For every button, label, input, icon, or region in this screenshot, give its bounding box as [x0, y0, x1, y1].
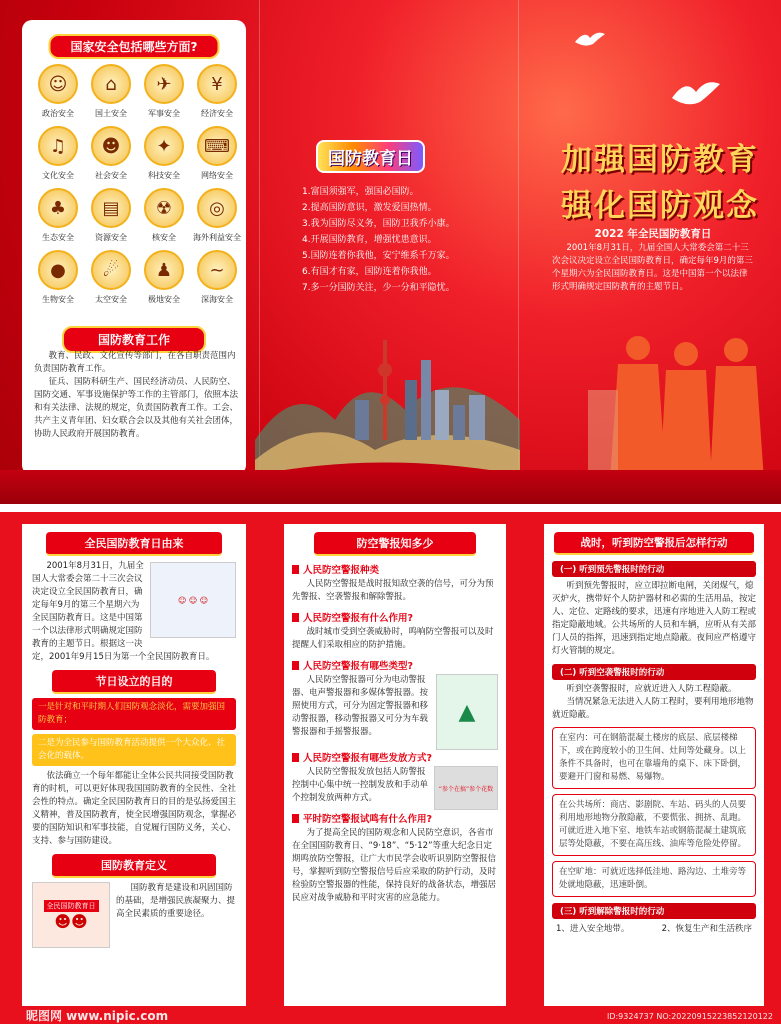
security-item [138, 64, 190, 119]
security-item-label: 国土安全 [95, 109, 127, 118]
astronaut-icon: ☄ [91, 250, 131, 290]
actions-title: 战时，听到防空警报后怎样行动 [554, 532, 754, 555]
security-item [85, 64, 137, 119]
security-item-label: 网络安全 [201, 171, 233, 180]
security-item-label: 政治安全 [42, 109, 74, 118]
security-item [191, 250, 243, 305]
photo-caption: “参个在搞”参个花数 [438, 785, 494, 793]
indoor-box: 在室内：可在钢筋混凝土楼房的底层、底层楼梯下，或在跨度较小的卫生间、灶间等处藏身。以上条件不具备时，也可在靠墙角的桌下、床下卧倒，要避开门窗和易燃、易爆物。 [552, 727, 756, 789]
definition-pic-label: 全民国防教育日 [44, 900, 99, 912]
purpose-highlight-2: 二是为全民参与国防教育活动提供一个大众化、社会化的载体。 [32, 734, 236, 766]
watermark-left: 昵图网 www.nipic.com [26, 1009, 169, 1023]
security-item [138, 126, 190, 181]
stage-2-text-b: 当情况紧急无法进入人防工程时，要利用地形地物就近隐蔽。 [552, 697, 754, 720]
security-item-label: 生态安全 [42, 233, 74, 242]
security-item-label: 极地安全 [148, 295, 180, 304]
top-sheet [0, 0, 781, 504]
headline-1: 加强国防教育 [561, 142, 759, 178]
watermark-right: ID:9324737 NO:20220915223852120122 [606, 1012, 773, 1021]
stage-2-text: 听到空袭警报时，应就近进入人防工程隐蔽。 [566, 684, 737, 694]
security-item [191, 64, 243, 119]
work-paragraph: 教育、民政、文化宣传等部门，在各自职责范围内负责国防教育工作。 [34, 351, 236, 374]
money-bag-icon: ¥ [197, 64, 237, 104]
sheet-gap [0, 504, 781, 512]
slogan-item: 5.国防连着你我他，安宁维系千万家。 [302, 251, 455, 261]
answer-2: 战时城市受到空袭威胁时，鸣响防空警报可以及时提醒人们采取相应的防护措施。 [292, 627, 494, 650]
security-item-label: 资源安全 [95, 233, 127, 242]
slogan-item: 2.提高国防意识，激发爱国热情。 [302, 203, 437, 213]
slogan-item: 3.我为国防尽义务，国防卫我乔小康。 [302, 219, 455, 229]
dove-icon [575, 30, 605, 50]
question-3: 人民防空警报有哪些类型? [292, 658, 498, 672]
security-card [22, 20, 246, 475]
community-icon: ☻ [91, 126, 131, 166]
headline-2: 强化国防观念 [561, 188, 759, 224]
security-item [191, 126, 243, 181]
dolphin-icon: ~ [197, 250, 237, 290]
penguin-icon: ♟ [144, 250, 184, 290]
soldier-silhouette-illustration [588, 330, 778, 480]
stage-1-text: 听到预先警报时，应立即拉断电闸，关闭煤气，熄灭炉火，携带好个人防护器材和必需的生活用品，按定人、定位、定路线的要求，迅速有序地进入人防工程或指定隐蔽地域。公共场所的人员和车辆，应听从有关部门人员的指挥，迅速到指定地点隐蔽。夜间应严格遵守灯火管制的规定。 [552, 581, 757, 656]
security-item [32, 64, 84, 119]
security-item [85, 188, 137, 243]
purpose-title: 节日设立的目的 [52, 670, 216, 694]
open-ground-box: 在空旷地：可就近选择低洼地、路沟边、土堆旁等处就地隐蔽，迅速卧倒。 [552, 861, 756, 897]
security-item [32, 126, 84, 181]
slogan-list [302, 184, 512, 296]
dove-icon [672, 78, 720, 110]
purpose-text: 依法确立一个每年都能让全体公民共同接受国防教育的时机，可以更好体现我国国防教育的全民性、全社会性的特点。确定全民国防教育日的目的是弘扬爱国主义精神，普及国防教育，使全民增强国防观念，掌握必要的国防知识和军事技能，自觉履行国防义务，关心、支持、参与国防建设。 [32, 771, 237, 846]
nuclear-shield-icon: ☢ [144, 188, 184, 228]
security-title: 国家安全包括哪些方面? [49, 34, 220, 59]
year-line: 2022 年全民国防教育日 [594, 228, 712, 240]
gold-coins-icon: ◎ [197, 188, 237, 228]
release-step-2: 2、恢复生产和生活秩序 [661, 924, 752, 934]
question-1: 人民防空警报种类 [292, 562, 498, 576]
intro-text: 2001年8月31日，九届全国人大常委会第二十三次会议决定设立全民国防教育日，确定每年9月的第三个星期六为全民国防教育日。这是中国第一个以法律形式明确规定国防教育的主题节日。 [552, 243, 753, 292]
purpose-highlight-1: 一是针对和平时期人们国防观念淡化，需要加强国防教育； [32, 698, 236, 730]
column-origin [22, 524, 246, 1006]
siren-control-photo [434, 766, 498, 810]
air-raid-title: 防空警报知多少 [314, 532, 476, 556]
security-item-label: 太空安全 [95, 295, 127, 304]
slogan-item: 4.开展国防教育，增强忧患意识。 [302, 235, 437, 245]
stage-1-title: (一) 听到预先警报时的行动 [552, 561, 756, 577]
security-item [32, 250, 84, 305]
security-item-label: 经济安全 [201, 109, 233, 118]
security-item [191, 188, 243, 243]
computer-icon: ⌨ [197, 126, 237, 166]
column-actions [544, 524, 764, 1006]
work-title: 国防教育工作 [62, 326, 206, 353]
security-item [85, 250, 137, 305]
meeting-illustration: ☺ ☺ ☺ [150, 562, 236, 638]
answer-4: 人民防空警报发放包括人防警报控制中心集中统一控制发放和手动单个控制发放两种方式。 [292, 767, 429, 803]
answer-3: 人民防空警报器可分为电动警报器、电声警报器和多媒体警报器。按照使用方式，可分为固定警报器和移动警报器，移动警报器又可分为车载警报器和手摇警报器。 [292, 675, 429, 737]
security-item [138, 188, 190, 243]
day-tag [316, 140, 425, 173]
security-grid [32, 64, 242, 305]
security-item-label: 核安全 [152, 233, 176, 242]
security-item-label: 深海安全 [201, 295, 233, 304]
security-item-label: 文化安全 [42, 171, 74, 180]
work-paragraph: 征兵、国防科研生产、国民经济动员、人民防空、国防交通、军事设施保护等工作的主管部门，依照本法和有关法律、法规的规定，负责国防教育工作。工会、共产主义青年团、妇女联合会以及其他有关社会团体，协助人民政府开展国防教育。 [34, 377, 239, 439]
public-place-box: 在公共场所：商店、影剧院、车站、码头的人员要利用地形地物分散隐蔽，不要慌张、拥挤、乱跑。可就近进入地下室、地铁车站或钢筋混凝土建筑底层等处隐蔽，不要在高压线、油库等危险处停留。 [552, 794, 756, 856]
slogan-item: 1.富国须强军，强国必国防。 [302, 187, 419, 197]
slogan-item: 7.多一分国防关注，少一分和平隐忧。 [302, 283, 455, 293]
slogan-item: 6.有国才有家，国防连着你我他。 [302, 267, 437, 277]
security-item-label: 生物安全 [42, 295, 74, 304]
resource-sign-icon: ▤ [91, 188, 131, 228]
satellite-icon: ✦ [144, 126, 184, 166]
question-5: 平时防空警报试鸣有什么作用? [292, 811, 498, 825]
education-day-illustration: 全民国防教育日 ☻☻ [32, 882, 110, 948]
security-item [32, 188, 84, 243]
answer-1: 人民防空警报是战时报知敌空袭的信号，可分为预先警报、空袭警报和解除警报。 [292, 579, 494, 602]
security-item-label: 海外利益安全 [193, 233, 241, 242]
stage-3-title: (三) 听到解除警报时的行动 [552, 903, 756, 919]
city-skyline-illustration [255, 300, 520, 490]
opera-mask-icon: ♫ [38, 126, 78, 166]
origin-text: 2001年8月31日，九届全国人大常委会第二十三次会议决定设立全民国防教育日，确定每年9月的第三个星期六为全民国防教育日。这是中国第一个以法律形式明确规定国防教育的主题节日。根据这一决定，2001年9月15日为第一个全民国防教育日。 [32, 561, 215, 662]
day-tag-text: 国防教育日 [316, 140, 425, 173]
security-item [85, 126, 137, 181]
security-item-label: 社会安全 [95, 171, 127, 180]
bottom-sheet [0, 512, 781, 1024]
panda-icon: ● [38, 250, 78, 290]
siren-equipment-illustration: ▲ [436, 674, 498, 750]
jet-icon: ✈ [144, 64, 184, 104]
question-4: 人民防空警报有哪些发放方式? [292, 750, 498, 764]
column-air-raid [284, 524, 506, 1006]
security-item-label: 军事安全 [148, 109, 180, 118]
security-item [138, 250, 190, 305]
question-2: 人民防空警报有什么作用? [292, 610, 498, 624]
origin-title: 全民国防教育日由来 [46, 532, 222, 556]
security-item-label: 科技安全 [148, 171, 180, 180]
release-step-1: 1、进入安全地带。 [556, 924, 630, 934]
definition-text: 国防教育是建设和巩固国防的基础，是增强民族凝聚力、提高全民素质的重要途径。 [116, 883, 236, 919]
stage-2-title: (二) 听到空袭警报时的行动 [552, 664, 756, 680]
red-ribbon-band [0, 470, 781, 504]
definition-title: 国防教育定义 [52, 854, 216, 878]
answer-5: 为了提高全民的国防观念和人民防空意识，各省市在全国国防教育日、“9·18”、“5·12”等重大纪念日定期鸣放防空警报，让广大市民学会收听识别防空警报信号，掌握听到防空警报信号后应采取的防护行动，及时检验防空警报器的性能，保持良好的战备状态，增强居民应对战争威胁和平时灾害的应急能力。 [292, 828, 497, 903]
green-house-icon: ♣ [38, 188, 78, 228]
head-icon: ☺ [38, 64, 78, 104]
palace-icon: ⌂ [91, 64, 131, 104]
